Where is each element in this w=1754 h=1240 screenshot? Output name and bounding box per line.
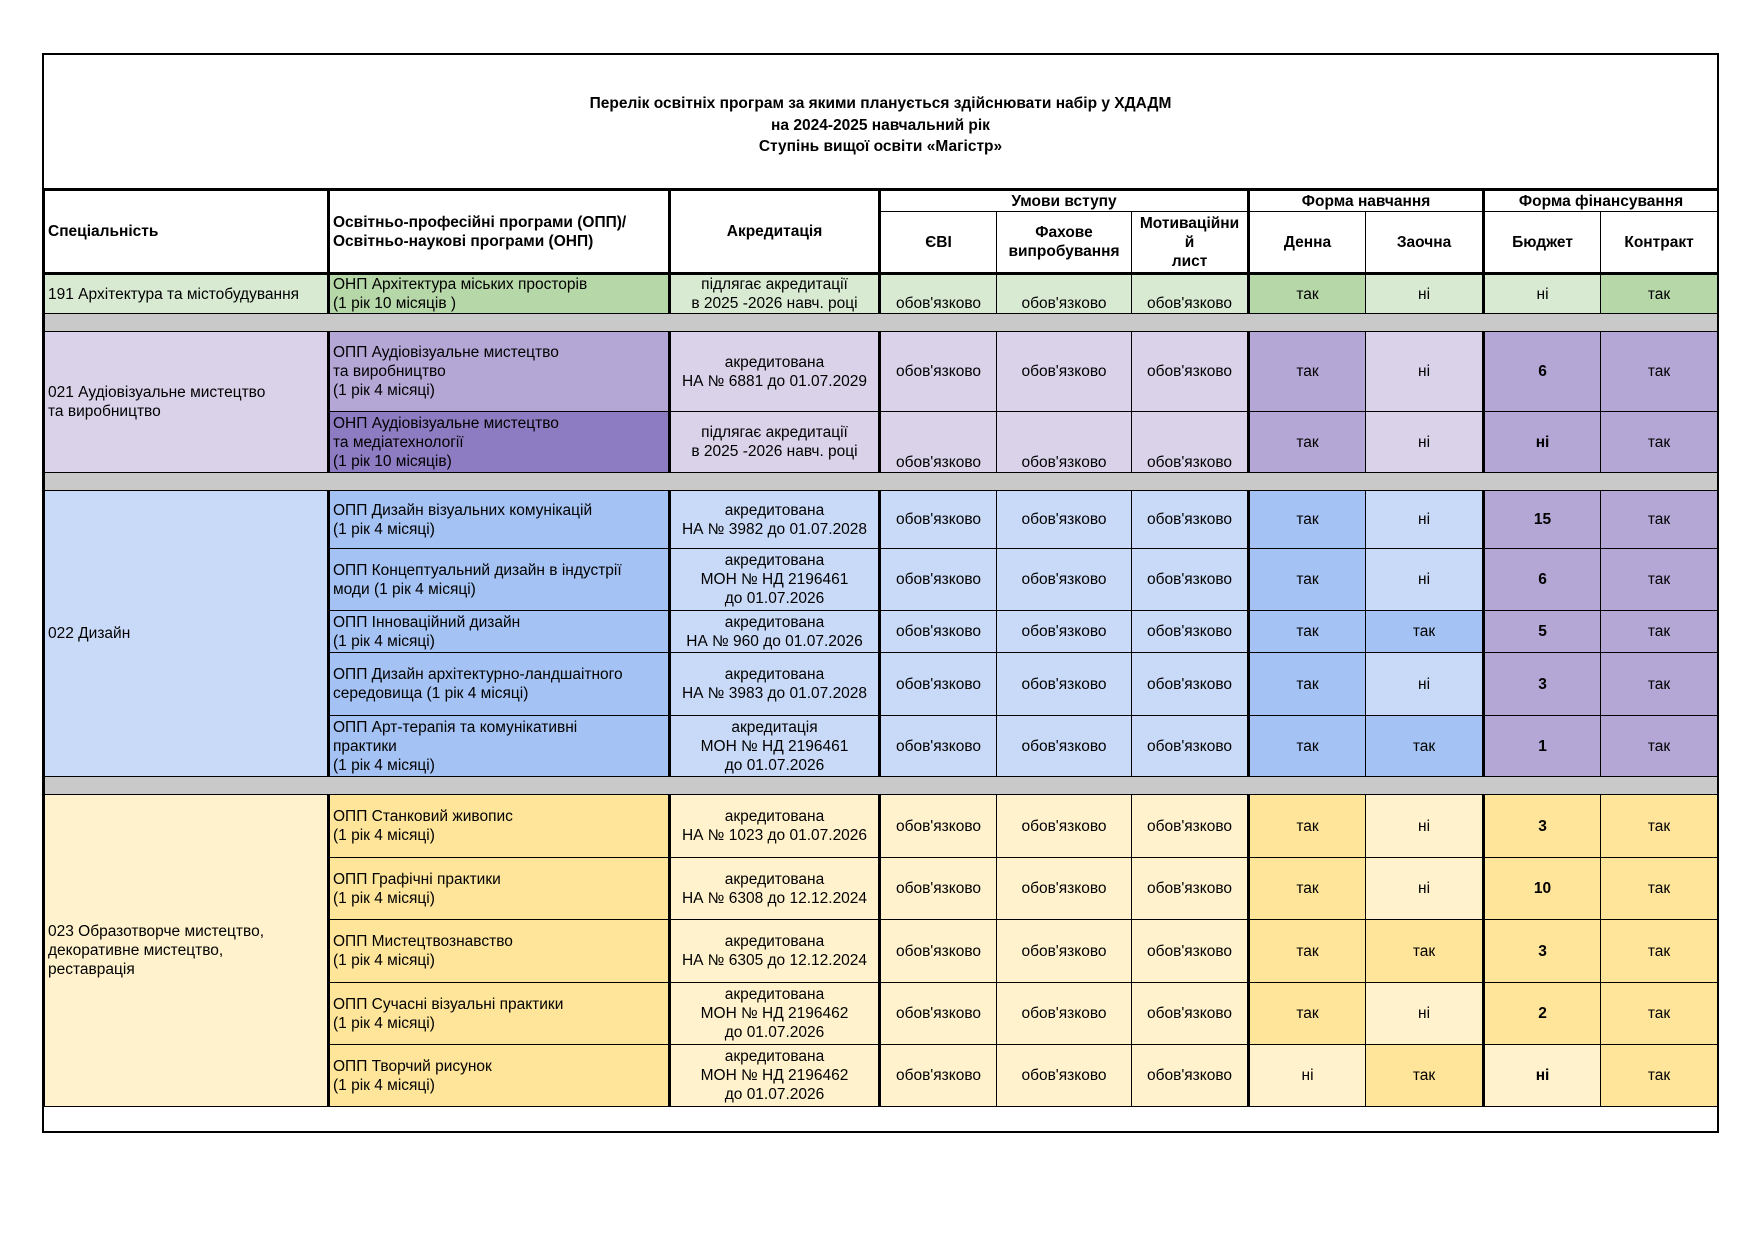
exam-cell: обов'язково [997,491,1132,549]
header-contract: Контракт [1601,212,1718,274]
title-line-1: Перелік освітніх програм за якими планується здійснювати набір у ХДАДМ [589,95,1172,113]
budget-cell: 1 [1484,716,1601,777]
contract-cell: так [1601,1045,1718,1107]
motivation-cell: обов'язково [1132,274,1249,314]
table-row [45,274,1718,314]
program-name: ОПП Дизайн архітектурно-ландшаітного середовища (1 рік 4 місяці) [329,653,670,716]
fulltime-cell: так [1249,274,1366,314]
fulltime-cell: так [1249,549,1366,611]
parttime-cell: ні [1366,491,1484,549]
fulltime-cell: так [1249,611,1366,653]
contract-cell: так [1601,491,1718,549]
exam-cell: обов'язково [997,332,1132,412]
header-study-form: Форма навчання [1249,190,1484,212]
parttime-cell: так [1366,611,1484,653]
parttime-cell: так [1366,1045,1484,1107]
fulltime-cell: так [1249,491,1366,549]
program-name: ОПП Інноваційний дизайн (1 рік 4 місяці) [329,611,670,653]
header-budget: Бюджет [1484,212,1601,274]
program-name: ОПП Дизайн візуальних комунікацій (1 рік 4 місяці) [329,491,670,549]
program-name: ОПП Мистецтвознавство (1 рік 4 місяці) [329,920,670,983]
header-exam: Фахове випробування [997,212,1132,274]
motivation-cell: обов'язково [1132,983,1249,1045]
exam-cell: обов'язково [997,274,1132,314]
program-name: ОНП Архітектура міських просторів (1 рік 10 місяців ) [329,274,670,314]
program-name: ОПП Аудіовізуальне мистецтво та виробництво (1 рік 4 місяці) [329,332,670,412]
parttime-cell: так [1366,920,1484,983]
title-line-2: на 2024-2025 навчальний рік [771,116,990,134]
parttime-cell: ні [1366,274,1484,314]
document-title [44,55,1717,188]
parttime-cell: ні [1366,858,1484,920]
specialty-022: 022 Дизайн [45,491,329,777]
contract-cell: так [1601,920,1718,983]
evi-cell: обов'язково [880,983,997,1045]
fulltime-cell: ні [1249,1045,1366,1107]
contract-cell: так [1601,412,1718,473]
exam-cell: обов'язково [997,858,1132,920]
table-row [45,491,1718,549]
exam-cell: обов'язково [997,920,1132,983]
exam-cell: обов'язково [997,795,1132,858]
parttime-cell: ні [1366,983,1484,1045]
separator-row [45,473,1718,491]
motivation-cell: обов'язково [1132,653,1249,716]
fulltime-cell: так [1249,412,1366,473]
fulltime-cell: так [1249,332,1366,412]
exam-cell: обов'язково [997,653,1132,716]
separator-row [45,777,1718,795]
motivation-cell: обов'язково [1132,412,1249,473]
exam-cell: обов'язково [997,983,1132,1045]
accreditation-cell: акредитована МОН № НД 2196462 до 01.07.2026 [670,1045,880,1107]
fulltime-cell: так [1249,983,1366,1045]
table-row [45,332,1718,412]
header-admission: Умови вступу [880,190,1249,212]
header-accreditation: Акредитація [670,190,880,274]
evi-cell: обов'язково [880,858,997,920]
header-funding: Форма фінансування [1484,190,1718,212]
motivation-cell: обов'язково [1132,716,1249,777]
budget-cell: 15 [1484,491,1601,549]
parttime-cell: ні [1366,795,1484,858]
budget-cell: 3 [1484,795,1601,858]
accreditation-cell: акредитована МОН № НД 2196461 до 01.07.2026 [670,549,880,611]
accreditation-cell: підлягає акредитації в 2025 -2026 навч. році [670,274,880,314]
accreditation-cell: акредитована МОН № НД 2196462 до 01.07.2026 [670,983,880,1045]
fulltime-cell: так [1249,653,1366,716]
specialty-191: 191 Архітектура та містобудування [45,274,329,314]
budget-cell: 3 [1484,920,1601,983]
program-name: ОПП Графічні практики (1 рік 4 місяці) [329,858,670,920]
program-name: ОПП Сучасні візуальні практики (1 рік 4 місяці) [329,983,670,1045]
contract-cell: так [1601,795,1718,858]
accreditation-cell: акредитована НА № 6308 до 12.12.2024 [670,858,880,920]
budget-cell: 10 [1484,858,1601,920]
specialty-023: 023 Образотворче мистецтво, декоративне мистецтво, реставрація [45,795,329,1107]
motivation-cell: обов'язково [1132,1045,1249,1107]
evi-cell: обов'язково [880,549,997,611]
evi-cell: обов'язково [880,611,997,653]
accreditation-cell: акредитована НА № 6305 до 12.12.2024 [670,920,880,983]
evi-cell: обов'язково [880,795,997,858]
parttime-cell: ні [1366,549,1484,611]
accreditation-cell: акредитована НА № 1023 до 01.07.2026 [670,795,880,858]
accreditation-cell: підлягає акредитації в 2025 -2026 навч. році [670,412,880,473]
evi-cell: обов'язково [880,491,997,549]
programs-table [44,188,1718,1107]
motivation-cell: обов'язково [1132,858,1249,920]
table-row [45,795,1718,858]
motivation-cell: обов'язково [1132,920,1249,983]
evi-cell: обов'язково [880,653,997,716]
budget-cell: ні [1484,274,1601,314]
motivation-cell: обов'язково [1132,549,1249,611]
fulltime-cell: так [1249,716,1366,777]
parttime-cell: ні [1366,653,1484,716]
fulltime-cell: так [1249,795,1366,858]
budget-cell: 2 [1484,983,1601,1045]
contract-cell: так [1601,653,1718,716]
budget-cell: ні [1484,1045,1601,1107]
program-name: ОПП Концептуальний дизайн в індустрії моди (1 рік 4 місяці) [329,549,670,611]
program-name: ОПП Арт-терапія та комунікативні практики (1 рік 4 місяці) [329,716,670,777]
exam-cell: обов'язково [997,1045,1132,1107]
exam-cell: обов'язково [997,549,1132,611]
evi-cell: обов'язково [880,274,997,314]
exam-cell: обов'язково [997,412,1132,473]
program-name: ОПП Творчий рисунок (1 рік 4 місяці) [329,1045,670,1107]
accreditation-cell: акредитована НА № 3983 до 01.07.2028 [670,653,880,716]
evi-cell: обов'язково [880,716,997,777]
budget-cell: 3 [1484,653,1601,716]
header-specialty: Спеціальність [45,190,329,274]
motivation-cell: обов'язково [1132,332,1249,412]
specialty-021: 021 Аудіовізуальне мистецтво та виробництво [45,332,329,473]
accreditation-cell: акредитована НА № 3982 до 01.07.2028 [670,491,880,549]
program-name: ОПП Станковий живопис (1 рік 4 місяці) [329,795,670,858]
accreditation-cell: акредитація МОН № НД 2196461 до 01.07.2026 [670,716,880,777]
fulltime-cell: так [1249,920,1366,983]
program-name: ОНП Аудіовізуальне мистецтво та медіатехнології (1 рік 10 місяців) [329,412,670,473]
contract-cell: так [1601,858,1718,920]
motivation-cell: обов'язково [1132,611,1249,653]
separator-row [45,314,1718,332]
header-fulltime: Денна [1249,212,1366,274]
evi-cell: обов'язково [880,1045,997,1107]
evi-cell: обов'язково [880,332,997,412]
evi-cell: обов'язково [880,412,997,473]
contract-cell: так [1601,549,1718,611]
accreditation-cell: акредитована НА № 6881 до 01.07.2029 [670,332,880,412]
parttime-cell: так [1366,716,1484,777]
header-evi: ЄВІ [880,212,997,274]
fulltime-cell: так [1249,858,1366,920]
budget-cell: ні [1484,412,1601,473]
title-line-3: Ступінь вищої освіти «Магістр» [758,138,1003,156]
budget-cell: 6 [1484,549,1601,611]
motivation-cell: обов'язково [1132,491,1249,549]
contract-cell: так [1601,332,1718,412]
contract-cell: так [1601,983,1718,1045]
header-parttime: Заочна [1366,212,1484,274]
budget-cell: 6 [1484,332,1601,412]
parttime-cell: ні [1366,332,1484,412]
motivation-cell: обов'язково [1132,795,1249,858]
budget-cell: 5 [1484,611,1601,653]
contract-cell: так [1601,716,1718,777]
document-sheet [42,53,1719,1133]
exam-cell: обов'язково [997,716,1132,777]
contract-cell: так [1601,611,1718,653]
exam-cell: обов'язково [997,611,1132,653]
header-motivation: Мотиваційни й лист [1132,212,1249,274]
contract-cell: так [1601,274,1718,314]
accreditation-cell: акредитована НА № 960 до 01.07.2026 [670,611,880,653]
parttime-cell: ні [1366,412,1484,473]
evi-cell: обов'язково [880,920,997,983]
header-programs: Освітньо-професійні програми (ОПП)/ Освітньо-наукові програми (ОНП) [329,190,670,274]
